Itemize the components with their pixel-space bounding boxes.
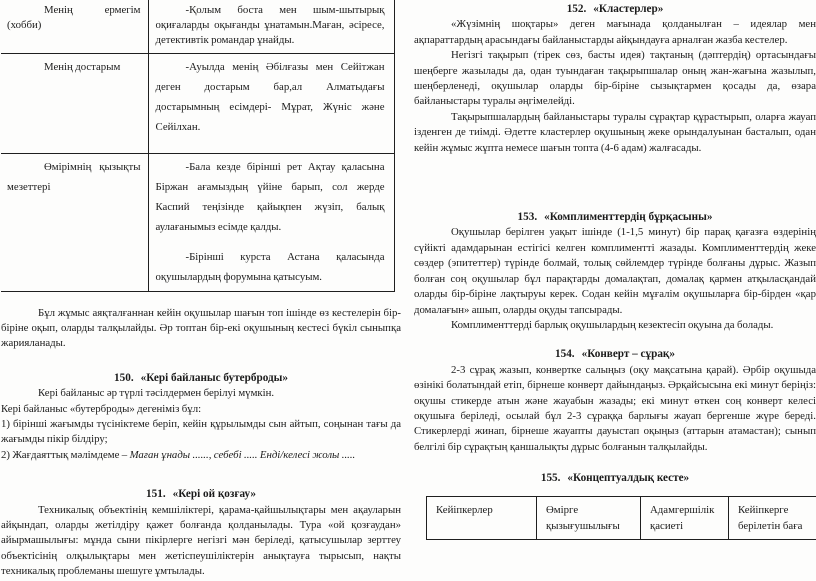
- envelope-paragraph: 2-3 сұрақ жазып, конвертке салыңыз (оқу мақсатына қарай). Әрбір оқушыда өзінікі болатындай етіп, бірнеше конверт дайындаңыз. Әрқайсысына екі минут беріңіз: оқушы стикерде атын және жауабын жазады; екі минут өткен соң конверт келесі оқушыға беріледі, осылай бұл 2-3 сұраққа барлығы жауап бергенше жүре береді. Стикерлерді жинап, бірнеше жауапты дауыстап оқыңыз (аттарын атамастан); сынып белгілі бір сұрақтың қаншалықты дұрыс болғанын талқылайды.: [414, 363, 816, 453]
- profile-row-moments: [1, 153, 394, 291]
- concept-table-header-morality: Адамгершілік қасиеті: [641, 496, 729, 539]
- feedback-item-2: [1, 448, 401, 463]
- concept-table-header-characters: Кейіпкерлер: [427, 496, 537, 539]
- section-151-body: Техникалық объектінің кемшіліктері, қарама-қайшылықтары мен ақауларын айқындап, оларды жетілдіру қажет болғанда қолданылады. Тура «ой қозғаудан» айырмашылығы: мұнда сыни пікірлерге негізгі мән беріледі, қатысушылар зерттеу объектісінің олқылықтары мен жетіспеушіліктерін анықтауға тырысып, нақты техникалық проблеманы шешуге ұмтылады.: [1, 503, 401, 578]
- section-155-heading: [414, 471, 816, 486]
- clusters-paragraph-2: Негізгі тақырып (тірек сөз, басты идея) тақтаның (дәптердің) ортасындағы шеңберге жазылады да, одан туындаған тақырыпшалар оның жан-жағына жазылып, шеңберленеді, оқушылар оларды бір-біріне сызықтармен қосады да, өзара байланыстары туралы әңгімелейді.: [414, 49, 816, 108]
- row-label-cell: Менің ермегім (хобби): [1, 0, 148, 53]
- closing-paragraph: Бұл жұмыс аяқталғаннан кейін оқушылар шағын топ ішінде өз кестелерін бір-біріне оқып, оларды талқылайды. Әр топтан бір-екі оқушының кестесі бүкіл сыныпқа жарияланады.: [1, 306, 401, 350]
- concept-table-header-grade: Кейіпкерге берілетін баға: [729, 496, 816, 539]
- feedback-line-1: Кері байланыс әр түрлі тәсілдермен берілуі мүмкін.: [38, 387, 275, 400]
- heading-title: «Конверт – сұрақ»: [581, 348, 675, 361]
- concept-table-header-row: [427, 496, 816, 539]
- section-151-heading: [1, 487, 401, 502]
- compliments-paragraph: Оқушылар берілген уақыт ішінде (1-1,5 минут) бір парақ қағазға өздерінің сүйікті адамдарынан естігісі келген комплиментті жазады. Комплименттердің жеке сөздер (эпитеттер) түрінде болмай, толық сөйлемдер түрінде болғаны дұрыс. Жазып болған соң оқушылар бұл парақтарды домалақтап, домалақ қармен атқыласқандай оларды бір-біріне лақтыруы керек. Содан кейін мұғалім оқушыларға бір-бірден «қар домалағын» ашып, оларды оқуды тапсырады.: [414, 226, 816, 316]
- heading-number: 155.: [540, 472, 561, 485]
- row-value-cell: -Ауылда менің Әбілғазы мен Сейітжан деген достарым бар,ал Алматыдағы достарымның есімдері- Мұрат, Жүніс және Сейілхан.: [148, 53, 394, 153]
- clusters-paragraph-3: Тақырыпшалардың байланыстары туралы сұрақтар құрастырып, оларға жауап ізденген де тиімді. Әдетте кластерлер оқушының жеке орындалуынан басталып, одан кейін жұмыс жұпта немесе шағын топта (4-6 адам) жалғасады.: [414, 110, 816, 154]
- profile-table: [1, 0, 395, 292]
- profile-row-hobby: [1, 0, 394, 53]
- heading-title: «Кері байланыс бутерброды»: [140, 371, 288, 384]
- feedback-item-2-prefix: 2) Жағдаяттық мәлімдеме –: [1, 448, 130, 461]
- feedback-item-2-italic: Маған ұнады ......, себебі ..... Енді/келесі жолы .....: [129, 448, 356, 461]
- left-column: [1, 0, 401, 580]
- heading-title: «Кері ой қозғау»: [172, 488, 256, 501]
- moment-paragraph-1: -Бала кезде бірінші рет Ақтау қаласына Біржан ағамыздың үйіне барып, сол жерде Каспий теңізінде қайықпен жүзіп, балық аулағанымыз есімде қалды.: [155, 160, 385, 233]
- concept-table-header-life-interest: Өмірге қызығушылығы: [537, 496, 641, 539]
- heading-title: «Комплименттердің бұрқасыны»: [544, 211, 713, 224]
- row-label-cell: Өмірімнің қызықты мезеттері: [1, 153, 148, 291]
- row-value-cell: -Қолым боста мен шым-шытырық оқиғаларды оқығанды ұнатамын.Маған, әсіресе, детективтік романдар ұнайды.: [148, 0, 394, 53]
- row-value-cell: [148, 153, 394, 291]
- clusters-paragraph-1: «Жүзімнің шоқтары» деген мағынада қолданылған – идеялар мен ақпараттардың арасындағы байланыстарды айқындауға арналған жазба кестелер.: [414, 18, 816, 46]
- heading-number: 152.: [566, 3, 587, 15]
- moment-paragraph-2: -Бірінші курста Астана қаласында оқушылардың форумына қатысуым.: [155, 250, 385, 283]
- heading-title: «Концептуалдық кесте»: [567, 472, 690, 485]
- profile-row-friends: [1, 53, 394, 153]
- section-152-heading: [414, 2, 816, 17]
- concept-table: [426, 496, 816, 540]
- section-154-heading: [414, 347, 816, 362]
- compliments-note: Комплименттерді барлық оқушылардың кезектесіп оқуына да болады.: [451, 318, 774, 331]
- feedback-line-2: Кері байланыс «бутерброды» дегеніміз бұл:: [1, 402, 202, 415]
- right-column: [414, 0, 816, 540]
- heading-number: 151.: [146, 488, 166, 501]
- row-label-cell: Менің достарым: [1, 53, 148, 153]
- heading-number: 154.: [555, 348, 575, 361]
- section-153-heading: [414, 210, 816, 225]
- heading-number: 150.: [114, 371, 134, 384]
- section-150-heading: [1, 371, 401, 386]
- heading-number: 153.: [517, 211, 538, 224]
- heading-title: «Кластерлер»: [593, 3, 664, 15]
- feedback-item-1: 1) бірінші жағымды түсініктеме беріп, кейін құрылымды сын айтып, соңынан тағы да жағымды пікір білдіру;: [1, 417, 401, 446]
